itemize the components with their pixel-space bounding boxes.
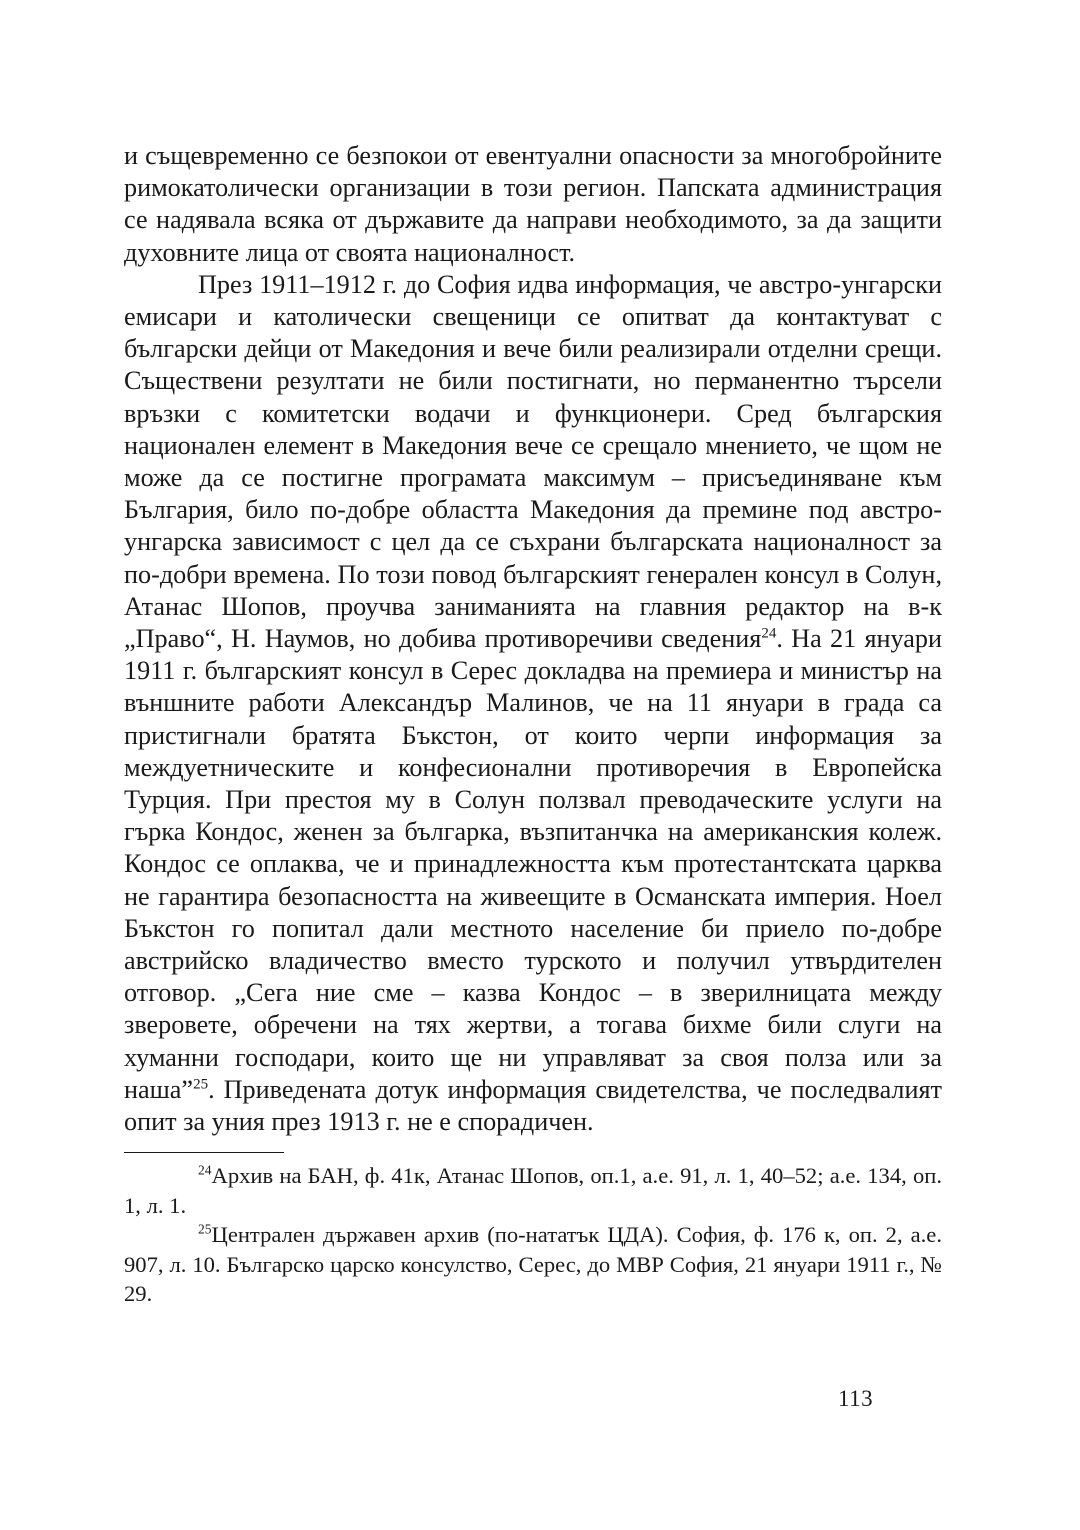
paragraph-text: . Приведената дотук информация свидетелства, че последвалият опит за уния през 1913 г. не е спорадичен. [124, 1074, 942, 1137]
body-text [124, 140, 942, 1138]
paragraph [124, 140, 942, 269]
footnote-reference: 24 [761, 625, 777, 642]
footnote-separator [124, 1152, 284, 1153]
paragraph-text: . На 21 януари 1911 г. българският консул в Серес докладва на премиера и министър на външните работи Александър Малинов, че на 11 януари в града са пристигнали братята Бъкстон, от които черпи информация за междуетническите и конфесионални противоречия в Европейска Турция. При престоя му в Солун ползвал преводаческите услуги на гърка Кондос, женен за българка, възпитанчка на американския колеж. Кондос се оплаква, че и принадлежността към протестантската царква не гарантира безопасността на живеещите в Османската империя. Ноел Бъкстон го попитал дали местното население би приело по-добре австрийско владичество вместо турското и получил утвърдителен отговор. „Сега ние сме – казва Кондос – в зверилницата между зверовете, обречени на тях жертви, а тогава бихме били слуги на хуманни господари, които ще ни управляват за своя полза или за наша” [124, 624, 942, 1104]
paragraph [124, 269, 942, 1138]
footnote-number: 24 [198, 1162, 212, 1178]
paragraph-text: През 1911–1912 г. до София идва информация, че австро-унгарски емисари и католически свещеници се опитват да контактуват с български дейци от Македония и вече били реализирали отделни срещи. Съществени резултати не били постигнати, но перманентно търсели връзки с комитетски водачи и функционери. Сред българския национален елемент в Македония вече се срещало мнението, че щом не може да се постигне програмата максимум – присъединяване към България, било по-добре областта Македония да премине под австро-унгарска зависимост с цел да се съхрани българската националност за по-добри времена. По този повод българският генерален консул в Солун, Атанас Шопов, проучва заниманията на главния редактор на в-к „Право“, Н. Наумов, но добива противоречиви сведения [124, 269, 942, 654]
footnote [124, 1220, 942, 1309]
page-number: 113 [838, 1386, 874, 1411]
page-content [124, 140, 942, 1309]
paragraph-text: и същевременно се безпокои от евентуални опасности за многобройните римокатолически организации в този регион. Папската администрация се надявала всяка от държавите да направи необходимото, за да защити духовните лица от своята националност. [124, 141, 942, 267]
footnote-text: Централен държавен архив (по-нататък ЦДА). София, ф. 176 к, оп. 2, а.е. 907, л. 10. Българско царско консулство, Серес, до МВР София, 21 януари 1911 г., № 29. [124, 1222, 942, 1307]
footnote-reference: 25 [193, 1076, 209, 1093]
footnote-number: 25 [198, 1221, 212, 1237]
footnote-text: Архив на БАН, ф. 41к, Атанас Шопов, оп.1, а.е. 91, л. 1, 40–52; а.е. 134, оп. 1, л. 1. [124, 1163, 942, 1218]
footnotes [124, 1161, 942, 1309]
footnote [124, 1161, 942, 1220]
